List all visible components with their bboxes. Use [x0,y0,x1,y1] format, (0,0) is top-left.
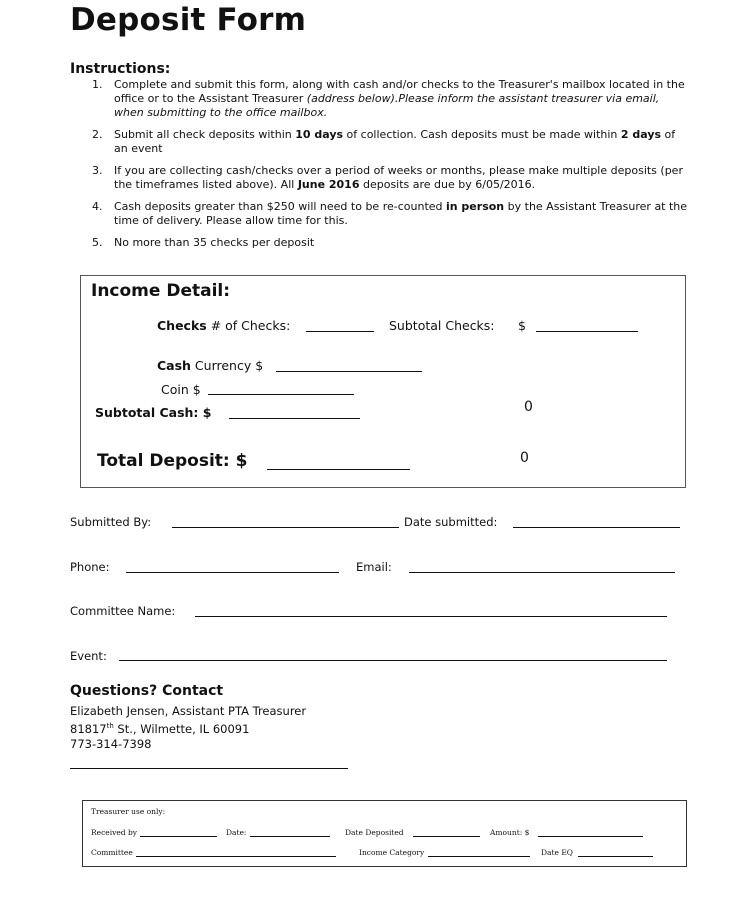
instruction-number: 5. [92,236,103,249]
instruction-italic-text: (address below).Please inform the assistant treasurer via email, when submitting to the office mailbox. [114,92,660,119]
checks-bold-label: Checks [157,318,207,333]
cash-currency-text: Currency $ [190,358,264,373]
email-field[interactable] [409,572,675,573]
instruction-bold-text: 10 days [295,128,344,141]
instruction-number: 4. [92,200,103,213]
instruction-item [92,236,692,250]
amount-label: Amount: $ [490,828,530,837]
cash-currency-field[interactable] [276,371,422,372]
instruction-item [92,128,692,156]
instruction-bold-text: 2 days [620,128,662,141]
submitted-by-label: Submitted By: [70,515,152,529]
instruction-text: deposits are due by 6/05/2016. [359,178,536,191]
instruction-number: 3. [92,164,103,177]
amount-field[interactable] [538,836,643,837]
instruction-item [92,78,692,120]
instruction-bold-text: June 2016 [297,178,360,191]
page-title: Deposit Form [70,2,307,38]
date-deposited-label: Date Deposited [345,828,404,837]
income-detail-heading: Income Detail: [91,281,231,301]
committee-name-field[interactable] [195,616,667,617]
phone-field[interactable] [126,572,339,573]
instructions-list [92,78,692,258]
checks-count-field[interactable] [306,331,374,332]
contact-address-number: 81817 [70,721,107,736]
date-label: Date: [226,828,247,837]
subtotal-cash-label: Subtotal Cash: $ [95,405,212,420]
checks-count-text: # of Checks: [206,318,291,333]
instruction-text: of collection. Cash deposits must be made within [343,128,621,141]
instruction-text: If you are collecting cash/checks over a period of weeks or months, please make multiple deposits (per the timeframes listed above). All [114,164,683,191]
instruction-bold-text: in person [446,200,505,213]
committee-name-label: Committee Name: [70,604,176,618]
coin-label: Coin $ [161,382,201,397]
contact-name: Elizabeth Jensen, Assistant PTA Treasurer [70,704,307,718]
date-deposited-field[interactable] [413,836,480,837]
committee-field[interactable] [136,856,336,857]
income-category-label: Income Category [359,848,425,857]
contact-block [70,704,306,752]
total-deposit-label: Total Deposit: $ [97,451,248,471]
contact-phone: 773-314-7398 [70,736,152,751]
event-field[interactable] [119,660,667,661]
date-eq-label: Date EQ [541,848,573,857]
instruction-number: 2. [92,128,103,141]
submitted-by-field[interactable] [172,527,399,528]
instruction-text: No more than 35 checks per deposit [114,236,315,249]
date-eq-field[interactable] [578,856,653,857]
checks-count-label [157,318,290,333]
income-category-field[interactable] [428,856,530,857]
subtotal-checks-dollar: $ [518,318,526,333]
treasurer-use-heading: Treasurer use only: [91,807,166,816]
instruction-number: 1. [92,78,103,91]
instruction-item [92,164,692,192]
subtotal-checks-field[interactable] [536,331,638,332]
instruction-text: Cash deposits greater than $250 will need to be re-counted [114,200,446,213]
committee-label: Committee [91,848,133,857]
instruction-item [92,200,692,228]
total-deposit-field[interactable] [267,469,410,470]
subtotal-checks-label: Subtotal Checks: [389,318,495,333]
instruction-text: Submit all check deposits within [114,128,296,141]
total-deposit-value: 0 [520,450,529,466]
subtotal-cash-value: 0 [524,399,533,415]
date-submitted-label: Date submitted: [404,515,498,529]
instructions-heading: Instructions: [70,61,171,77]
cash-bold-label: Cash [157,358,191,373]
contact-address [70,719,306,737]
contact-address-suffix: th [106,722,114,730]
date-field[interactable] [250,836,330,837]
questions-contact-heading: Questions? Contact [70,683,224,699]
phone-label: Phone: [70,560,110,574]
received-by-field[interactable] [140,836,217,837]
instruction-text: of an event [114,128,676,155]
instruction-text: Complete and submit this form, along with cash and/or checks to the Treasurer's mailbox located in the office or to the Assistant Treasurer [114,78,685,105]
instruction-text: by the Assistant Treasurer at the time of delivery. Please allow time for this. [114,200,688,227]
cash-currency-label [157,358,263,373]
coin-field[interactable] [208,394,354,395]
subtotal-cash-field[interactable] [229,418,360,419]
received-by-label: Received by [91,828,138,837]
signature-line[interactable] [70,768,348,769]
date-submitted-field[interactable] [513,527,680,528]
contact-address-street: St., Wilmette, IL 60091 [113,721,250,736]
event-label: Event: [70,649,107,663]
email-label: Email: [356,560,392,574]
